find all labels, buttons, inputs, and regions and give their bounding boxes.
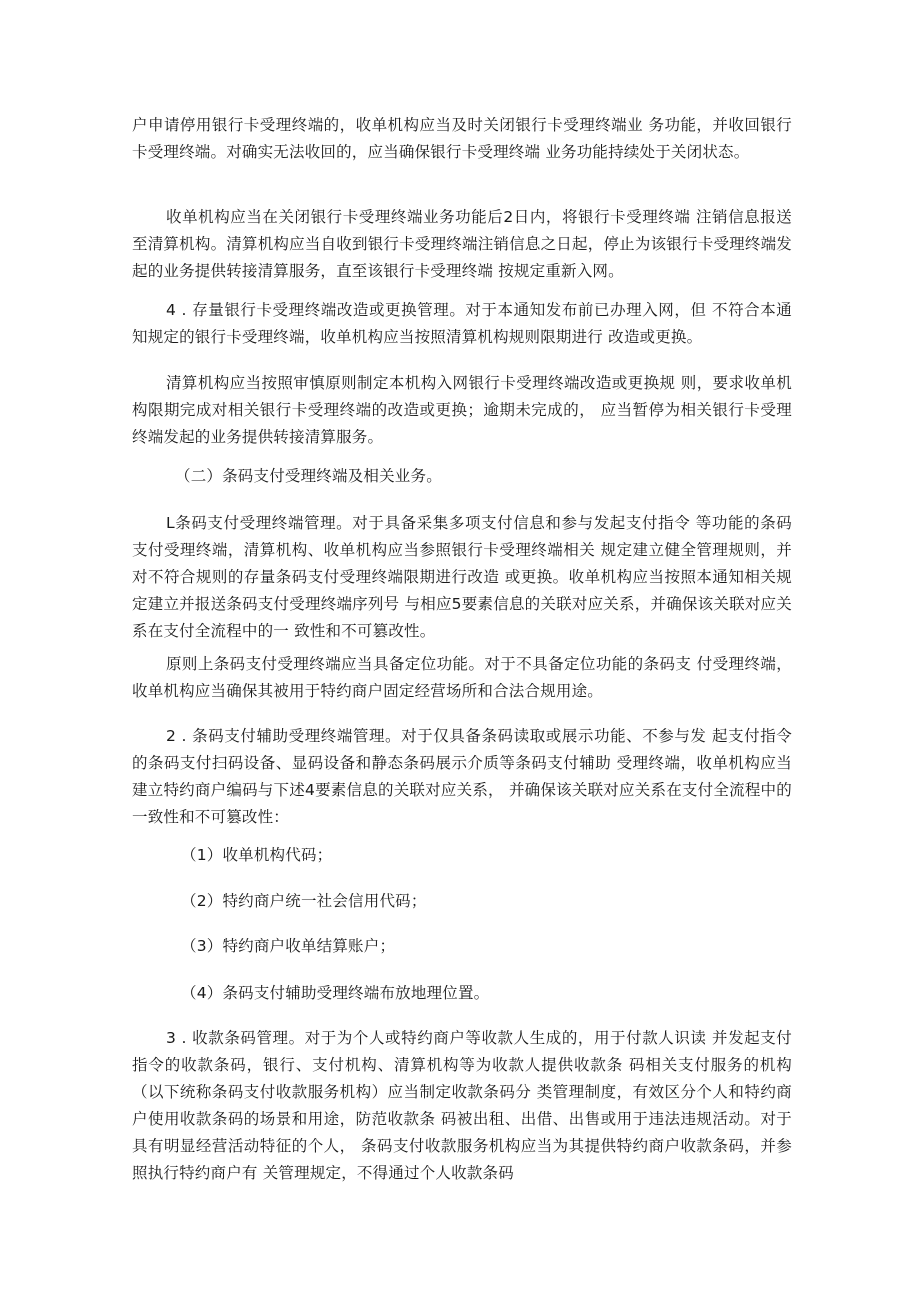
paragraph-deregistration-report: 收单机构应当在关闭银行卡受理终端业务功能后2日内，将银行卡受理终端 注销信息报送至清算机构。清算机构应当自收到银行卡受理终端注销信息之日起，停止为该银行卡受理终端发起的业务提供转接清算服务，直至该银行卡受理终端 按规定重新入网。 — [132, 208, 792, 280]
paragraph-terminal-deactivation: 户申请停用银行卡受理终端的，收单机构应当及时关闭银行卡受理终端业 务功能，并收回银行卡受理终端。对确实无法收回的，应当确保银行卡受理终端 业务功能持续处于关闭状态。 — [132, 116, 792, 161]
section-heading-barcode: （二）条码支付受理终端及相关业务。 — [175, 467, 442, 485]
paragraph-payment-barcode-management: 3 . 收款条码管理。对于为个人或特约商户等收款人生成的，用于付款人识读 并发起支付指令的收款条码，银行、支付机构、清算机构等为收款人提供收款条 码相关支付服务的机构（以下统称条码支付收款服务机构）应当制定收款条码分 类管理制度，有效区分个人和特约商户使用收款条码的场景和用途，防范收款条 码被出租、出借、出售或用于违法违规活动。对于具有明显经营活动特征的个人， 条码支付收款服务机构应当为其提供特约商户收款条码，并参照执行特约商户有 关管理规定，不得通过个人收款条码 — [132, 1029, 792, 1182]
list-item-settlement-account: （3）特约商户收单结算账户； — [181, 937, 396, 955]
paragraph-barcode-terminal-management: L条码支付受理终端管理。对于具备采集多项支付信息和参与发起支付指令 等功能的条码支付受理终端，清算机构、收单机构应当参照银行卡受理终端相关 规定建立健全管理规则，并对不符合规则的存量条码支付受理终端限期进行改造 或更换。收单机构应当按照本通知相关规定建立并报送条码支付受理终端序列号 与相应5要素信息的关联对应关系，并确保该关联对应关系在支付全流程中的一 致性和不可篡改性。 — [132, 514, 792, 640]
list-item-location: （4）条码支付辅助受理终端布放地理位置。 — [181, 984, 490, 1002]
list-item-credit-code: （2）特约商户统一社会信用代码； — [181, 892, 427, 910]
paragraph-existing-terminal-upgrade: 4 . 存量银行卡受理终端改造或更换管理。对于本通知发布前已办理入网，但 不符合本通知规定的银行卡受理终端，收单机构应当按照清算机构规则限期进行 改造或更换。 — [132, 301, 792, 346]
paragraph-positioning-function: 原则上条码支付受理终端应当具备定位功能。对于不具备定位功能的条码支 付受理终端，收单机构应当确保其被用于特约商户固定经营场所和合法合规用途。 — [132, 655, 792, 700]
paragraph-clearing-rules: 清算机构应当按照审慎原则制定本机构入网银行卡受理终端改造或更换规 则，要求收单机构限期完成对相关银行卡受理终端的改造或更换；逾期未完成的， 应当暂停为相关银行卡受理终端发起的业务提供转接清算服务。 — [132, 374, 792, 446]
list-item-acquirer-code: （1）收单机构代码； — [181, 846, 333, 864]
paragraph-auxiliary-terminal: 2 . 条码支付辅助受理终端管理。对于仅具备条码读取或展示功能、不参与发 起支付指令的条码支付扫码设备、显码设备和静态条码展示介质等条码支付辅助 受理终端，收单机构应当建立特约商户编码与下述4要素信息的关联对应关系， 并确保该关联对应关系在支付全流程中的一致性和不可篡改性： — [132, 727, 792, 826]
